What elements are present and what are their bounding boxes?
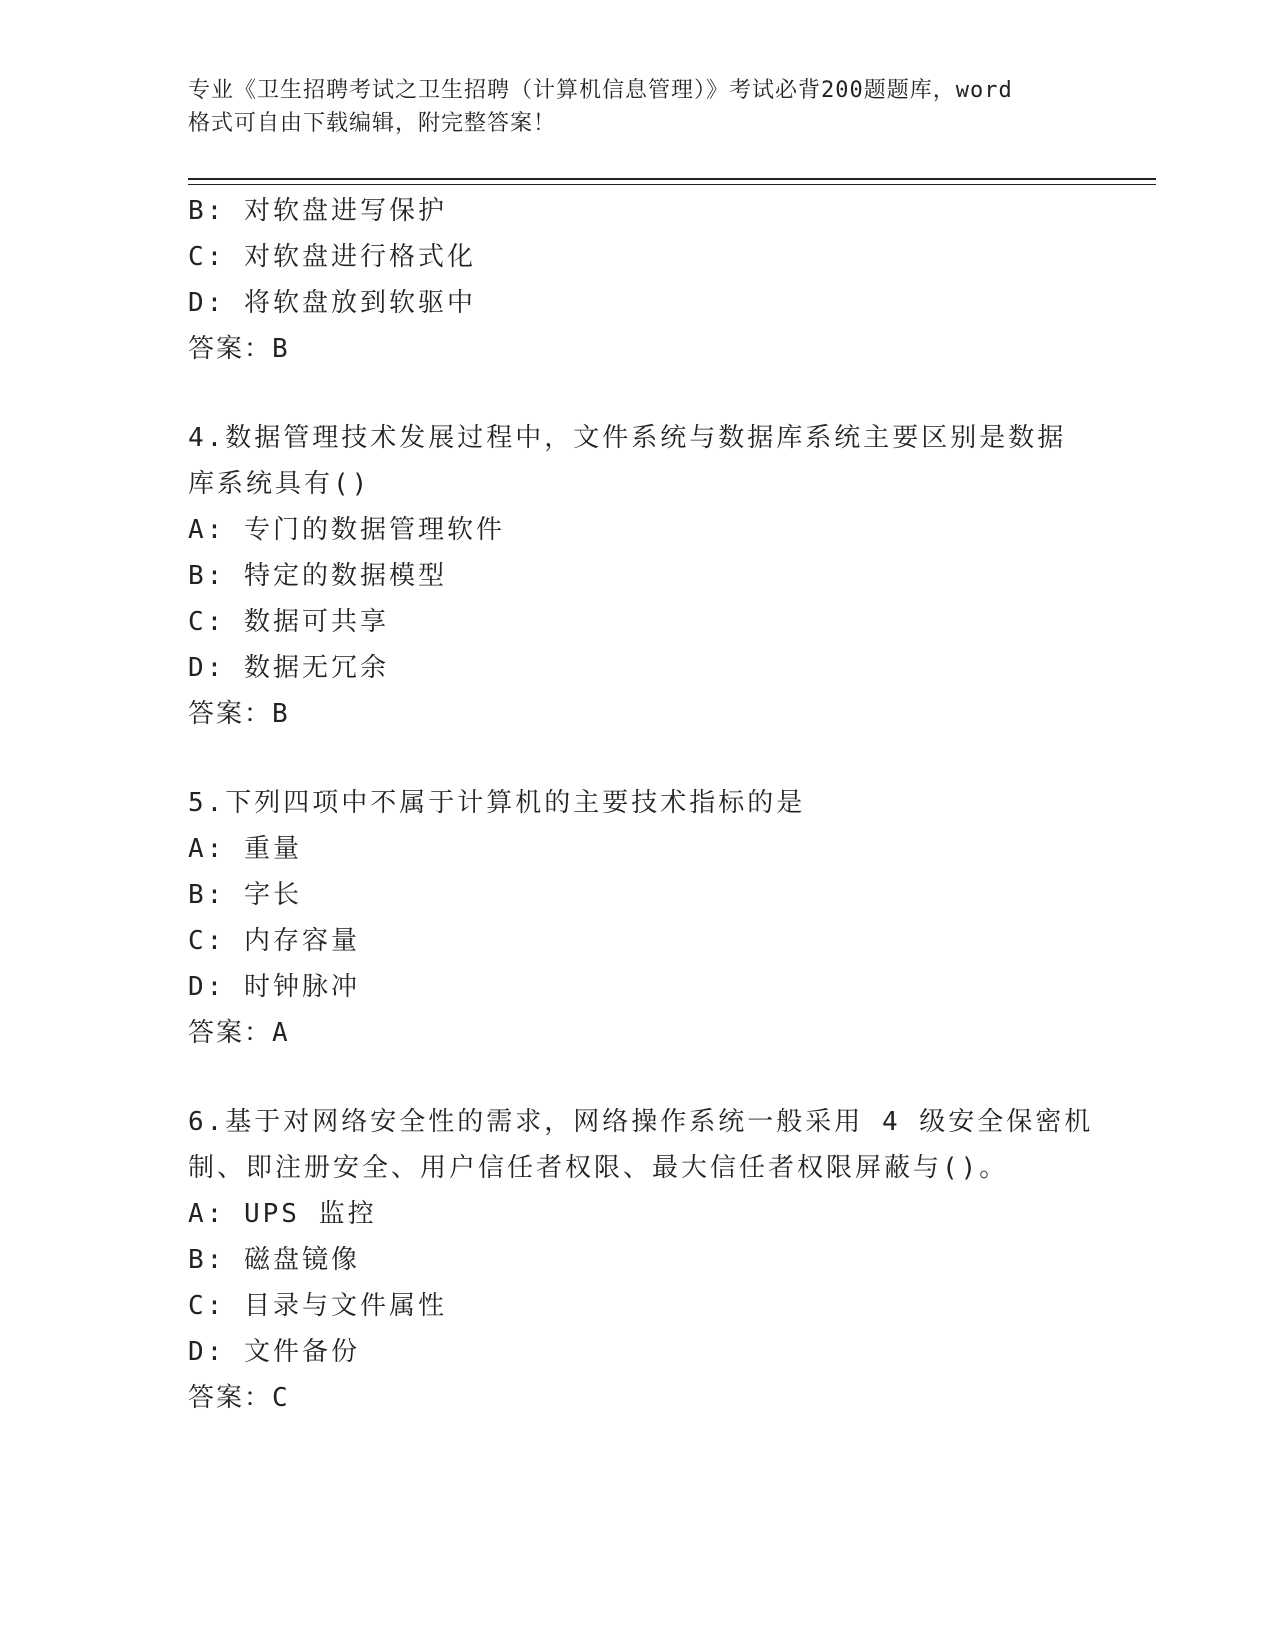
question-text-line-2: 制、即注册安全、用户信任者权限、最大信任者权限屏蔽与()。 (188, 1153, 1009, 1183)
option-b: B: 对软盘进写保护 (188, 196, 447, 226)
document-header (188, 74, 1088, 140)
question-5 (188, 780, 1088, 1056)
option-d: D: 数据无冗余 (188, 653, 389, 683)
option-a: A: UPS 监控 (188, 1199, 377, 1229)
answer: 答案：A (188, 1018, 290, 1048)
question-3-tail (188, 188, 1088, 372)
option-a: A: 专门的数据管理软件 (188, 515, 505, 545)
option-c: C: 数据可共享 (188, 607, 389, 637)
header-rule-thick (188, 178, 1156, 180)
option-d: D: 将软盘放到软驱中 (188, 288, 476, 318)
option-c: C: 对软盘进行格式化 (188, 242, 476, 272)
option-b: B: 磁盘镜像 (188, 1245, 360, 1275)
answer: 答案：B (188, 334, 290, 364)
spacer (188, 1056, 1088, 1099)
question-text-line-2: 库系统具有() (188, 469, 371, 499)
header-rule-thin (188, 184, 1156, 185)
option-c: C: 目录与文件属性 (188, 1291, 447, 1321)
spacer (188, 372, 1088, 415)
question-text-line-1: 4.数据管理技术发展过程中，文件系统与数据库系统主要区别是数据 (188, 423, 1067, 453)
question-6 (188, 1099, 1094, 1421)
question-text-line-1: 6.基于对网络安全性的需求，网络操作系统一般采用 4 级安全保密机 (188, 1107, 1094, 1137)
option-a: A: 重量 (188, 834, 302, 864)
option-b: B: 特定的数据模型 (188, 561, 447, 591)
answer: 答案：B (188, 699, 290, 729)
document-body (188, 188, 1094, 1421)
header-line-2: 格式可自由下载编辑，附完整答案！ (188, 111, 557, 136)
question-4 (188, 415, 1088, 737)
option-d: D: 时钟脉冲 (188, 972, 360, 1002)
option-b: B: 字长 (188, 880, 302, 910)
answer: 答案：C (188, 1383, 290, 1413)
spacer (188, 737, 1088, 780)
option-c: C: 内存容量 (188, 926, 360, 956)
header-line-1: 专业《卫生招聘考试之卫生招聘（计算机信息管理）》考试必背200题题库，word (188, 78, 1013, 103)
question-text-line-1: 5.下列四项中不属于计算机的主要技术指标的是 (188, 788, 806, 818)
option-d: D: 文件备份 (188, 1337, 360, 1367)
